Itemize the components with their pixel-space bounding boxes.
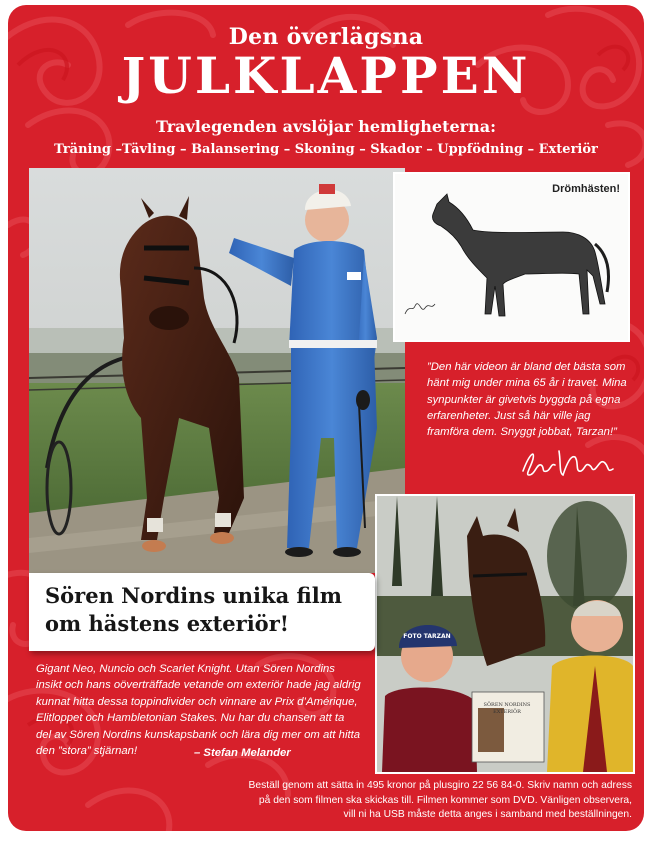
order-instructions [208, 779, 632, 823]
sketch-box [393, 172, 630, 342]
main-title: JULKLAPPEN [121, 46, 531, 105]
film-banner-line-2: om hästens exteriör! [45, 611, 289, 636]
kicker: Den överlägsna [228, 24, 424, 50]
topics-line: Träning –Tävling – Balansering – Skoning – Skador – Uppfödning – Exteriör [54, 142, 598, 157]
dvd-title-line-2: EXTERIÖR [493, 709, 521, 715]
testimonial-author: – Stefan Melander [194, 747, 291, 759]
order-line-3: vill ni ha USB måste detta anges i samband med beställningen. [343, 809, 632, 821]
tagline: Travlegenden avslöjar hemligheterna: [155, 117, 497, 136]
order-line-2: på den som filmen ska skickas till. Filmen kommer som DVD. Vänligen observera, [258, 794, 632, 806]
dvd-title-line-1: SÖREN NORDINS [483, 702, 531, 708]
sketch-caption: Drömhästen! [552, 183, 620, 195]
testimonial-text: Gigant Neo, Nuncio och Scarlet Knight. Utan Sören Nordins insikt och hans oöverträffade vetande om exteriör hade jag aldrig kunnat hitta dessa toppindivider och vinnare av Prix d’Amérique, Elitloppet och Hambletonian Stakes. Nu har du chansen att ta del av Sören Nordins kunskapsbank och lära dig mer om att hitta den ”stora” stjärnan! [36, 663, 361, 758]
cap-text: FOTO TARZAN [403, 633, 451, 640]
film-banner-line-1: Sören Nordins unika film [45, 583, 342, 608]
horse-sketch-icon [432, 194, 608, 316]
poster [8, 5, 644, 831]
signature-icon [519, 445, 619, 479]
film-banner [29, 573, 375, 651]
quote-text: ”Den här videon är bland det bästa som hänt mig under mina 65 år i travet. Mina synpunkter är givetvis byggda på egna erfarenheter. Just så här ville jag framföra dem. Snyggt jobbat, Tarzan!” [427, 361, 627, 439]
order-line-1: Beställ genom att sätta in 495 kronor på plusgiro 22 56 84-0. Skriv namn och adress [248, 780, 632, 791]
second-photo [375, 494, 635, 774]
main-photo [29, 168, 405, 573]
artist-signature-icon [405, 304, 435, 314]
